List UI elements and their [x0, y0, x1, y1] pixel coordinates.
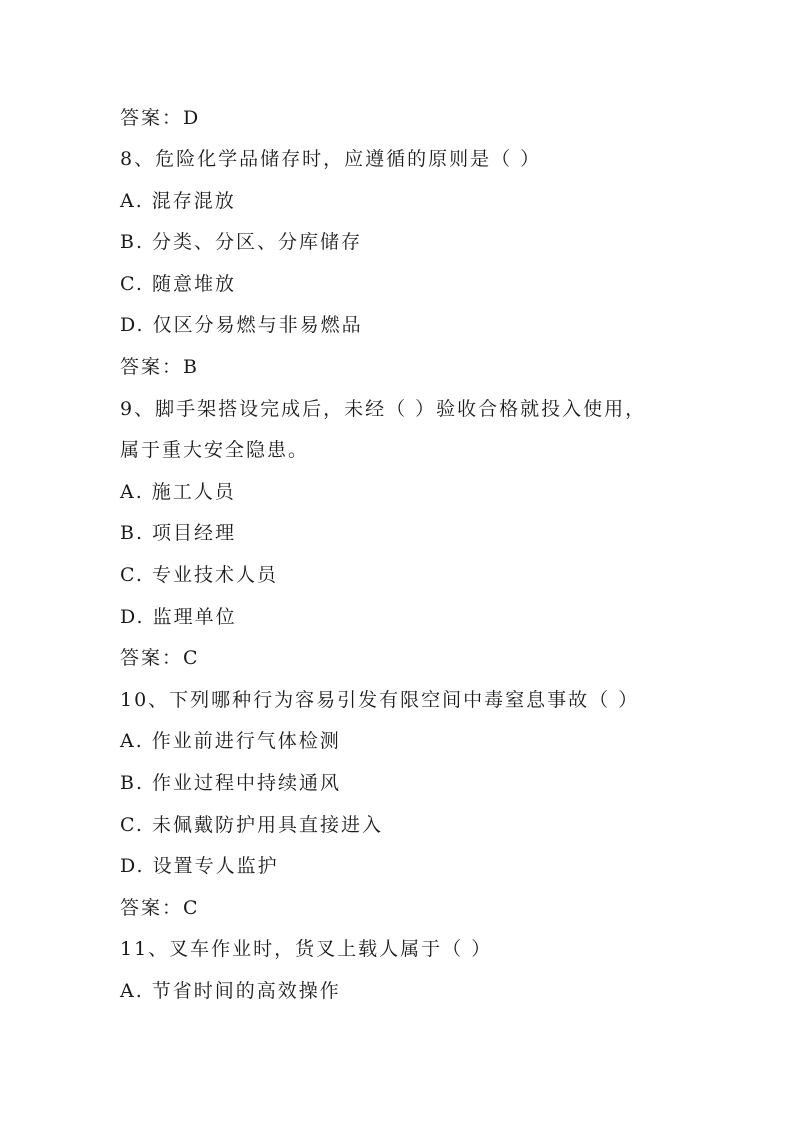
question-11: 11、叉车作业时，货叉上载人属于（ ） — [120, 938, 493, 960]
option-d: D. 设置专人监护 — [120, 855, 279, 877]
question-9-line-2: 属于重大安全隐患。 — [120, 439, 310, 461]
answer-line: 答案：D — [120, 107, 201, 129]
option-c: C. 随意堆放 — [120, 273, 236, 295]
answer-line: 答案：C — [120, 647, 200, 669]
option-b: B. 项目经理 — [120, 522, 237, 544]
option-c: C. 未佩戴防护用具直接进入 — [120, 814, 383, 836]
option-a: A. 施工人员 — [120, 481, 236, 503]
question-8: 8、危险化学品储存时，应遵循的原则是（ ） — [120, 148, 542, 170]
option-b: B. 作业过程中持续通风 — [120, 772, 342, 794]
answer-line: 答案：B — [120, 356, 199, 378]
option-a: A. 节省时间的高效操作 — [120, 980, 341, 1002]
answer-line: 答案：C — [120, 897, 200, 919]
option-a: A. 作业前进行气体检测 — [120, 730, 341, 752]
option-d: D. 监理单位 — [120, 606, 237, 628]
option-b: B. 分类、分区、分库储存 — [120, 231, 363, 253]
option-a: A. 混存混放 — [120, 190, 236, 212]
question-9-line-1: 9、脚手架搭设完成后，未经（ ）验收合格就投入使用， — [120, 398, 647, 420]
option-d: D. 仅区分易燃与非易燃品 — [120, 314, 363, 336]
option-c: C. 专业技术人员 — [120, 564, 278, 586]
question-10: 10、下列哪种行为容易引发有限空间中毒窒息事故（ ） — [120, 689, 640, 711]
